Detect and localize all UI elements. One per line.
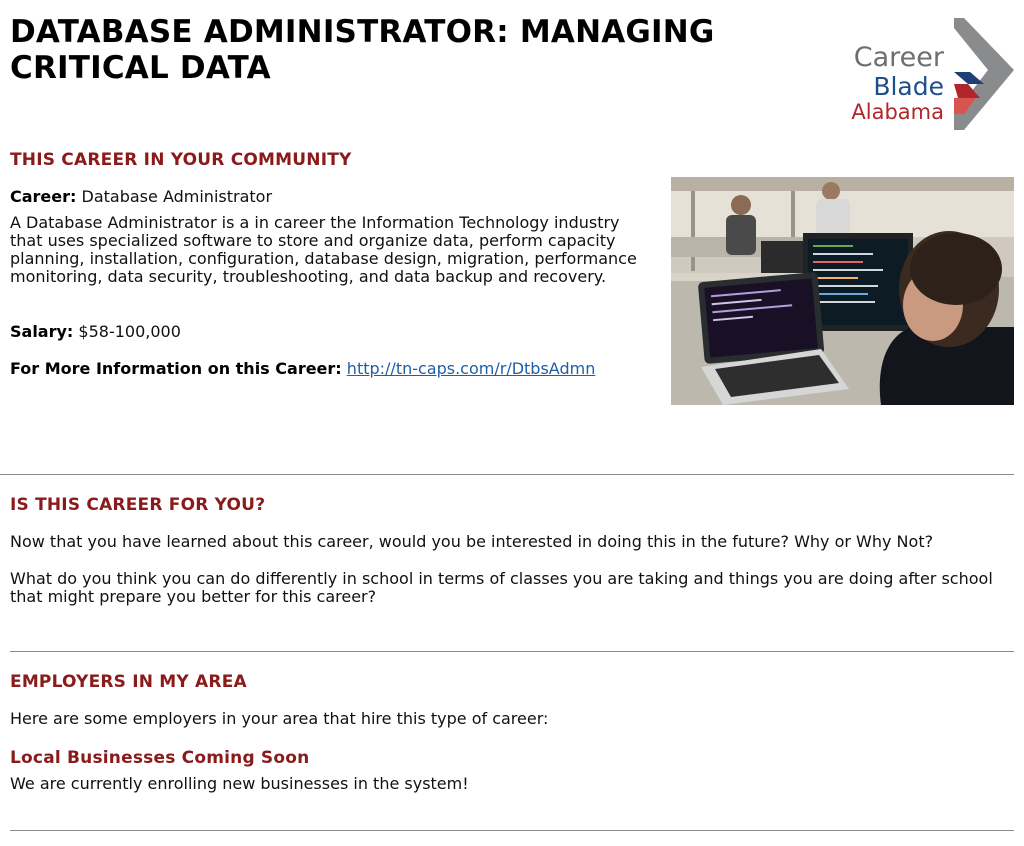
more-info-line xyxy=(10,360,660,378)
for-you-heading: IS THIS CAREER FOR YOU? xyxy=(10,495,266,515)
career-line xyxy=(10,188,650,206)
more-info-link[interactable]: http://tn-caps.com/r/DtbsAdmn xyxy=(346,359,596,378)
more-info-label: For More Information on this Career: xyxy=(10,359,342,378)
community-heading: THIS CAREER IN YOUR COMMUNITY xyxy=(10,150,352,170)
salary-line xyxy=(10,323,650,341)
salary-value: $58-100,000 xyxy=(78,322,181,341)
logo-blade-text: Blade xyxy=(873,72,944,101)
career-photo xyxy=(671,177,1014,405)
career-value: Database Administrator xyxy=(81,187,273,206)
salary-label: Salary: xyxy=(10,322,74,341)
page-title: DATABASE ADMINISTRATOR: MANAGING CRITICAL DATA xyxy=(10,14,715,86)
career-label: Career: xyxy=(10,187,77,206)
careerblade-logo xyxy=(852,14,1018,134)
local-businesses-heading: Local Businesses Coming Soon xyxy=(10,748,310,768)
enrolling-message: We are currently enrolling new businesses in the system! xyxy=(10,774,469,793)
question-school: What do you think you can do differently in school in terms of classes you are taking and things you are doing after school that might prepare you better for this career? xyxy=(10,569,993,606)
career-description: A Database Administrator is a in career the Information Technology industry that uses specialized software to store and organize data, perform capacity planning, installation, configuration, database design, migration, performance monitoring, data security, troubleshooting, and data backup and recovery. xyxy=(10,213,637,286)
section-divider xyxy=(10,830,1014,831)
logo-alabama-text: Alabama xyxy=(851,100,944,124)
section-divider xyxy=(10,651,1014,652)
question-interest: Now that you have learned about this career, would you be interested in doing this in the future? Why or Why Not? xyxy=(10,532,934,551)
section-divider xyxy=(0,474,1014,475)
employers-intro: Here are some employers in your area that hire this type of career: xyxy=(10,709,549,728)
office-photo-illustration xyxy=(671,177,1014,405)
employers-heading: EMPLOYERS IN MY AREA xyxy=(10,672,247,692)
logo-career-text: Career xyxy=(853,42,944,73)
